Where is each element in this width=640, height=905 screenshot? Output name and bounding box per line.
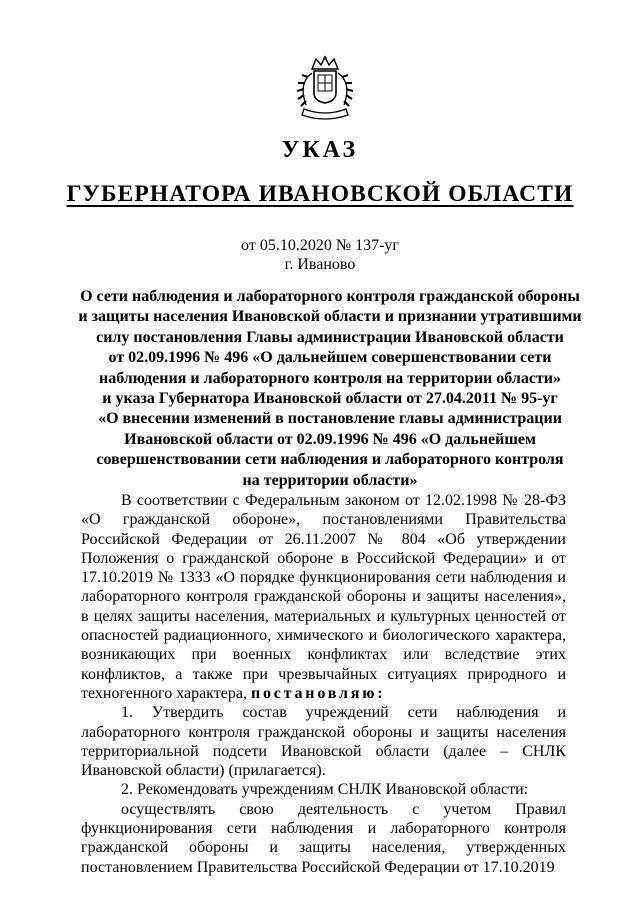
decree-word: постановляю — [250, 684, 378, 702]
coat-of-arms-icon — [290, 55, 360, 123]
heading-line: Ивановской области от 02.09.1996 № 496 «О дальнейшем — [124, 430, 536, 448]
document-body — [81, 491, 566, 877]
document-type-title: УКАЗ — [281, 137, 359, 163]
item-2-paragraph: 2. Рекомендовать учреждениям СНЛК Ивановской области: — [121, 781, 529, 799]
heading-line: на территории области» — [242, 471, 418, 489]
issuer-title — [0, 181, 640, 208]
heading-line: О сети наблюдения и лабораторного контроля гражданской обороны — [80, 288, 580, 305]
heading-line: и защиты населения Ивановской области и признании утратившими — [78, 308, 582, 326]
heading-line: «О внесении изменений в постановление главы администрации — [98, 410, 562, 428]
item-2-sub-paragraph: осуществлять свою деятельность с учетом Правил функционирования сети наблюдения и лабораторного контроля гражданской обороны и защиты населения, утвержденных постановлением Правительства Российской Федерации от 17.10.2019 — [81, 800, 566, 876]
item-1-paragraph: 1. Утвердить состав учреждений сети наблюдения и лабораторного контроля гражданской обороны и защиты населения территориальной подсети Ивановской области (далее – СНЛК Ивановской области) (прилагается). — [81, 704, 566, 780]
heading-line: наблюдения и лабораторного контроля на территории области» — [98, 369, 562, 387]
heading-line: от 02.09.1996 № 496 «О дальнейшем совершенствовании сети — [108, 349, 552, 367]
heading-line: совершенствовании сети наблюдения и лабораторного контроля — [96, 451, 564, 469]
heading-line: силу постановления Главы администрации Ивановской области — [96, 328, 564, 346]
date-number: от 05.10.2020 № 137-уг — [241, 237, 399, 254]
preamble-paragraph — [81, 491, 566, 703]
decree-colon: : — [377, 684, 383, 702]
decree-heading — [60, 287, 600, 491]
date-block — [0, 236, 640, 274]
heading-line: и указа Губернатора Ивановской области от 27.04.2011 № 95-уг — [102, 390, 558, 408]
city: г. Иваново — [284, 256, 356, 273]
issuer-title-text: ГУБЕРНАТОРА ИВАНОВСКОЙ ОБЛАСТИ — [66, 181, 574, 207]
preamble-text: В соответствии с Федеральным законом от 12.02.1998 № 28-ФЗ «О гражданской обороне», постановлениями Правительства Российской Федерации от 26.11.2007 № 804 «Об утверждении Положения о гражданской обороне в Российской Федерации» и от 17.10.2019 № 1333 «О порядке функционирования сети наблюдения и лабораторного контроля гражданской обороны и защиты населения», в целях защиты населения, материальных и культурных ценностей от опасностей радиационного, химического и биологического характера, возникающих при военных конфликтах или вследствие этих конфликтов, а также при чрезвычайных ситуациях природного и техногенного характера, — [81, 492, 566, 702]
